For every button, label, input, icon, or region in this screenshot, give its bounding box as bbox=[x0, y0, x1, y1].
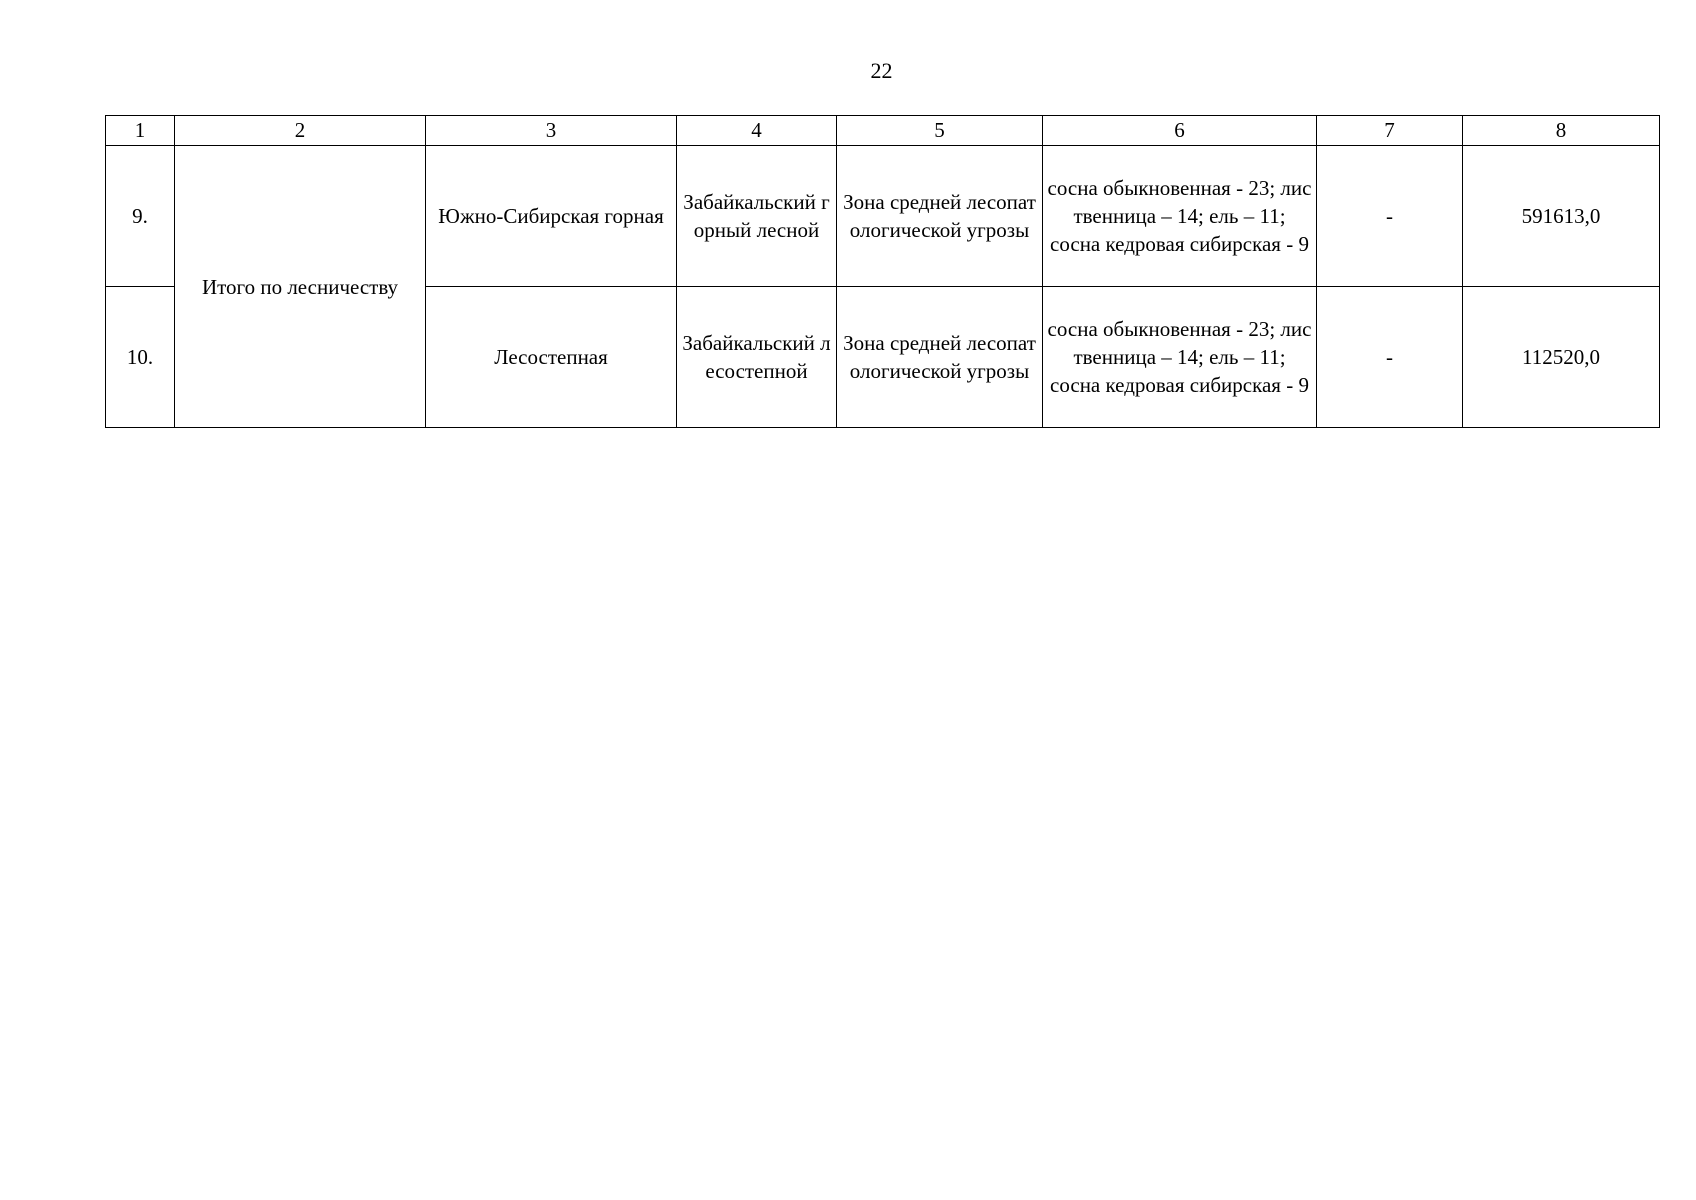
area-value: 591613,0 bbox=[1463, 146, 1660, 287]
tree-species: сосна обыкновенная - 23; лиственница – 14; ель – 11; сосна кедровая сибирская - 9 bbox=[1043, 287, 1317, 428]
row-number: 10. bbox=[106, 287, 175, 428]
forest-zone: Лесостепная bbox=[426, 287, 677, 428]
area-value: 112520,0 bbox=[1463, 287, 1660, 428]
forest-district: Забайкальский горный лесной bbox=[677, 146, 837, 287]
row-number: 9. bbox=[106, 146, 175, 287]
tree-species: сосна обыкновенная - 23; лиственница – 14; ель – 11; сосна кедровая сибирская - 9 bbox=[1043, 146, 1317, 287]
column-7-value: - bbox=[1317, 287, 1463, 428]
total-label: Итого по лесничеству bbox=[175, 146, 426, 428]
header-cell-8: 8 bbox=[1463, 116, 1660, 146]
header-row bbox=[106, 116, 1660, 146]
threat-zone: Зона средней лесопатологической угрозы bbox=[837, 146, 1043, 287]
page-number: 22 bbox=[870, 58, 893, 83]
header-cell-7: 7 bbox=[1317, 116, 1463, 146]
header-cell-6: 6 bbox=[1043, 116, 1317, 146]
header-cell-5: 5 bbox=[837, 116, 1043, 146]
threat-zone: Зона средней лесопатологической угрозы bbox=[837, 287, 1043, 428]
forest-district: Забайкальский лесостепной bbox=[677, 287, 837, 428]
header-cell-1: 1 bbox=[106, 116, 175, 146]
header-cell-3: 3 bbox=[426, 116, 677, 146]
table-row bbox=[106, 146, 1660, 287]
forestry-table bbox=[105, 115, 1660, 428]
column-7-value: - bbox=[1317, 146, 1463, 287]
header-cell-2: 2 bbox=[175, 116, 426, 146]
forest-zone: Южно-Сибирская горная bbox=[426, 146, 677, 287]
header-cell-4: 4 bbox=[677, 116, 837, 146]
